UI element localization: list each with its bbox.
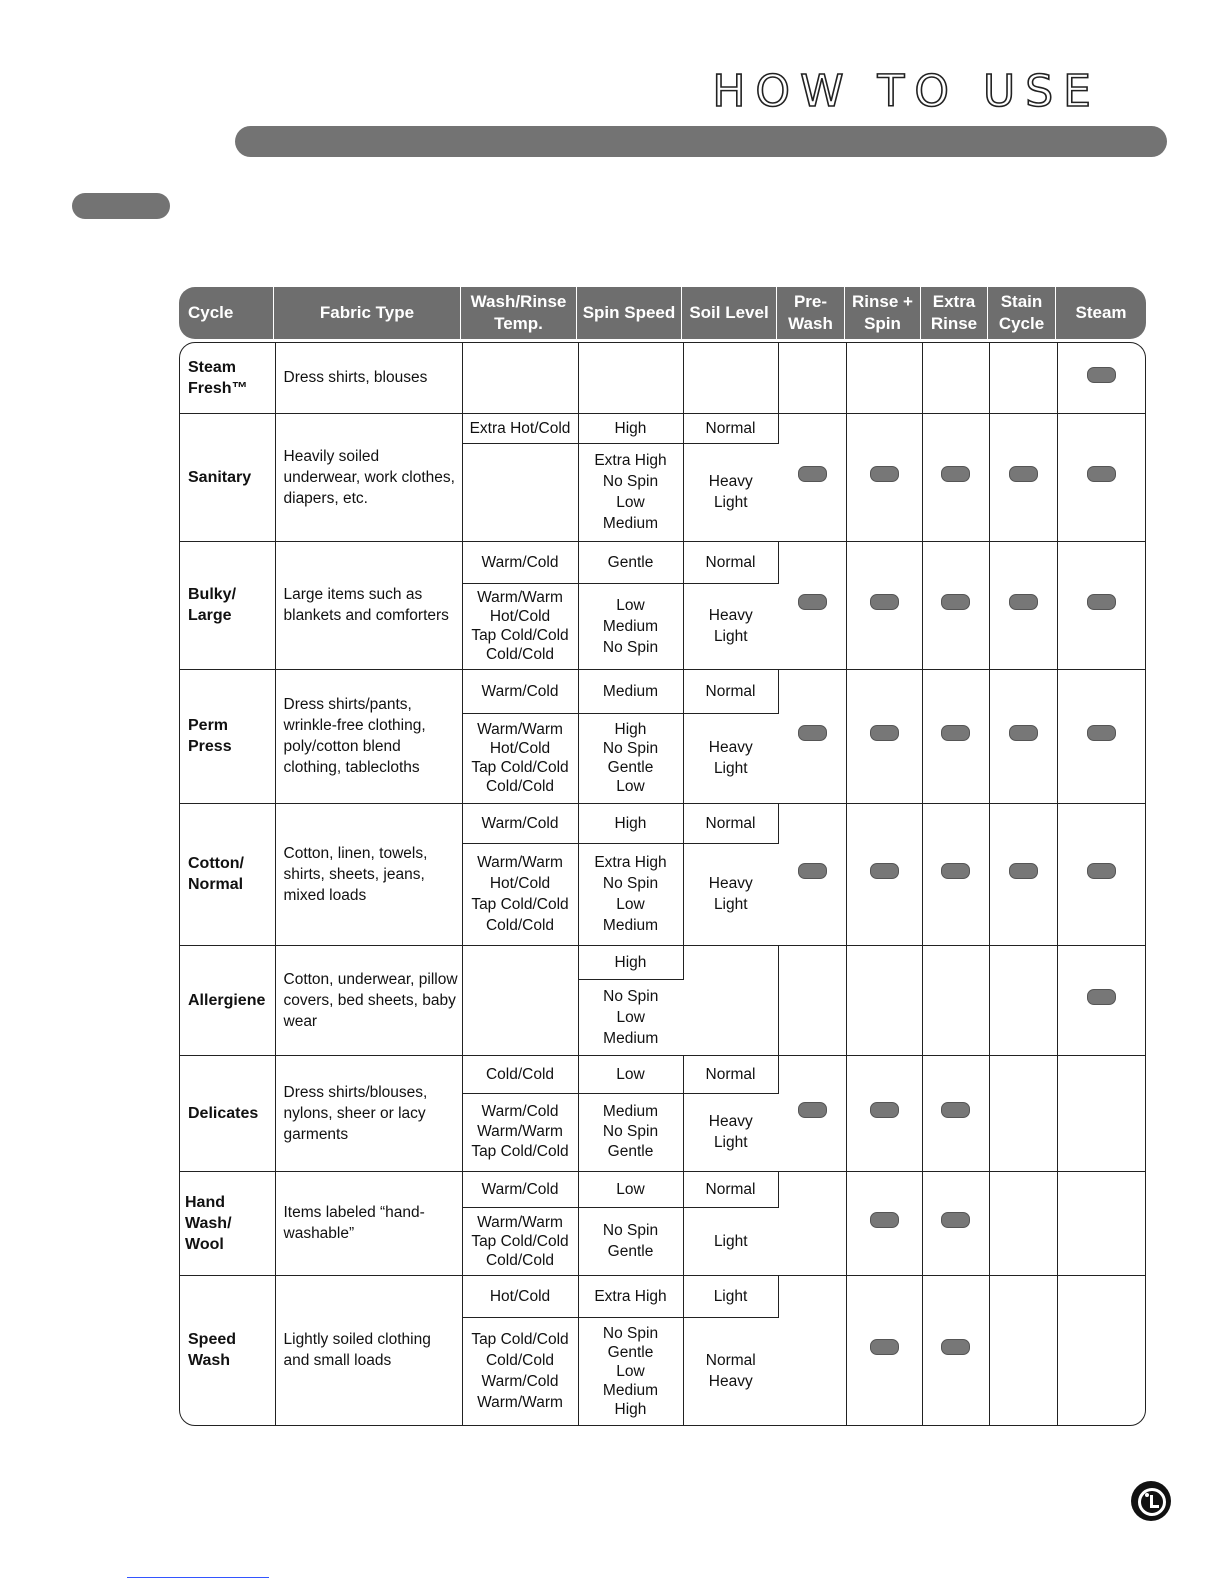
soil-default: Normal <box>683 1055 778 1093</box>
temp-options: Tap Cold/Cold Cold/Cold Warm/Cold Warm/Warm <box>462 1317 578 1425</box>
spin-options: Low Medium No Spin <box>578 583 683 669</box>
fabric-type: Dress shirts/pants, wrinkle-free clothing, poly/cotton blend clothing, tablecloths <box>275 669 462 803</box>
option-dot-icon <box>1009 594 1038 610</box>
option-dot-icon <box>1009 466 1038 482</box>
cycle-name: Speed Wash <box>180 1275 275 1425</box>
temp-options <box>462 443 578 541</box>
option-dot-icon <box>870 1212 899 1228</box>
cycle-name: Hand Wash/ Wool <box>180 1171 275 1275</box>
option-dot-icon <box>941 1339 970 1355</box>
option-dot-icon <box>870 1102 899 1118</box>
table-row <box>180 541 1145 583</box>
cycle-name: Cotton/ Normal <box>180 803 275 945</box>
soil-default: Normal <box>683 413 778 443</box>
fabric-type: Cotton, underwear, pillow covers, bed sheets, baby wear <box>275 945 462 1055</box>
option-dot-icon <box>1009 725 1038 741</box>
fabric-type: Cotton, linen, towels, shirts, sheets, jeans, mixed loads <box>275 803 462 945</box>
table-row <box>180 669 1145 713</box>
fabric-type: Lightly soiled clothing and small loads <box>275 1275 462 1425</box>
header-fabric-type: Fabric Type <box>274 287 461 339</box>
fabric-type: Large items such as blankets and comforters <box>275 541 462 669</box>
table-row <box>180 343 1145 413</box>
option-dot-icon <box>798 863 827 879</box>
soil-options: Normal Heavy <box>705 1352 756 1391</box>
header-bar <box>235 126 1167 157</box>
header-spin-speed: Spin Speed <box>577 287 682 339</box>
temp-options: Warm/Warm Hot/Cold Tap Cold/Cold Cold/Cold <box>462 583 578 669</box>
soil-default: Normal <box>683 803 778 843</box>
temp-options: Warm/Cold Warm/Warm Tap Cold/Cold <box>462 1093 578 1171</box>
option-dot-icon <box>1087 594 1116 610</box>
option-dot-icon <box>1009 863 1038 879</box>
temp-default: Extra Hot/Cold <box>462 413 578 443</box>
option-dot-icon <box>941 1102 970 1118</box>
cycle-name: Delicates <box>180 1055 275 1171</box>
page-title: HOW TO USE <box>712 66 1101 117</box>
option-dot-icon <box>941 466 970 482</box>
header-stain-cycle: Stain Cycle <box>988 287 1056 339</box>
temp-options: Warm/Warm Tap Cold/Cold Cold/Cold <box>462 1207 578 1275</box>
spin-options: No Spin Gentle Low Medium High <box>578 1317 683 1425</box>
table-row <box>180 945 1145 979</box>
spin-options: High No Spin Gentle Low <box>578 713 683 803</box>
header-cycle: Cycle <box>179 287 274 339</box>
table-row <box>180 1275 1145 1317</box>
spin-default: Gentle <box>578 541 683 583</box>
cycle-name: Allergiene <box>180 945 275 1055</box>
soil-options: Light <box>683 1207 778 1275</box>
header-soil-level: Soil Level <box>682 287 777 339</box>
option-dot-icon <box>870 1339 899 1355</box>
cycle-name: Perm Press <box>180 669 275 803</box>
option-dot-icon <box>798 1102 827 1118</box>
temp-default: Warm/Cold <box>462 1171 578 1207</box>
option-dot-icon <box>941 863 970 879</box>
soil-options: Heavy Light <box>683 713 778 803</box>
fabric-type: Items labeled “hand-washable” <box>275 1171 462 1275</box>
cycle-name: Bulky/ Large <box>180 541 275 669</box>
cycle-name: Sanitary <box>180 413 275 541</box>
lg-logo-icon <box>1131 1481 1171 1521</box>
soil-default: Normal <box>683 669 778 713</box>
temp-options: Warm/Warm Hot/Cold Tap Cold/Cold Cold/Cold <box>462 713 578 803</box>
soil-default: Normal <box>683 541 778 583</box>
option-dot-icon <box>1087 863 1116 879</box>
table-body <box>179 342 1146 1426</box>
temp-options: Warm/Warm Hot/Cold Tap Cold/Cold Cold/Cold <box>462 843 578 945</box>
cycle-name: Steam Fresh™ <box>180 343 275 413</box>
temp-default: Cold/Cold <box>462 1055 578 1093</box>
spin-default: Medium <box>578 669 683 713</box>
table-row <box>180 803 1145 843</box>
soil-options: Heavy Light <box>683 1093 778 1171</box>
spin-default: Extra High <box>578 1275 683 1317</box>
option-dot-icon <box>941 1212 970 1228</box>
soil-options: Heavy Light <box>683 843 778 945</box>
option-dot-icon <box>941 594 970 610</box>
spin-default: High <box>578 945 683 979</box>
option-dot-icon <box>1087 367 1116 383</box>
cycle-table <box>179 287 1146 1426</box>
header-extra-rinse: Extra Rinse <box>921 287 988 339</box>
spin-options: Extra High No Spin Low Medium <box>578 443 683 541</box>
section-pill <box>72 193 170 219</box>
option-dot-icon <box>1087 725 1116 741</box>
header-wash-rinse-temp: Wash/Rinse Temp. <box>461 287 577 339</box>
fabric-type: Dress shirts, blouses <box>275 343 462 413</box>
option-dot-icon <box>870 725 899 741</box>
spin-default: High <box>578 803 683 843</box>
fabric-type: Dress shirts/blouses, nylons, sheer or lacy garments <box>275 1055 462 1171</box>
temp-default: Warm/Cold <box>462 541 578 583</box>
table-row <box>180 1171 1145 1207</box>
spin-default: Low <box>578 1171 683 1207</box>
footer-link-underline <box>127 1577 269 1578</box>
soil-options: Heavy Light <box>683 443 778 541</box>
spin-options: Extra High No Spin Low Medium <box>578 843 683 945</box>
table-header <box>179 287 1146 339</box>
option-dot-icon <box>870 466 899 482</box>
spin-default: High <box>578 413 683 443</box>
header-steam: Steam <box>1075 303 1127 322</box>
option-dot-icon <box>870 594 899 610</box>
table-row <box>180 413 1145 443</box>
temp-default: Hot/Cold <box>462 1275 578 1317</box>
temp-default: Warm/Cold <box>462 803 578 843</box>
fabric-type: Heavily soiled underwear, work clothes, diapers, etc. <box>275 413 462 541</box>
temp-default: Warm/Cold <box>462 669 578 713</box>
option-dot-icon <box>941 725 970 741</box>
table-row <box>180 1055 1145 1093</box>
option-dot-icon <box>870 863 899 879</box>
spin-options: No Spin Low Medium <box>578 979 683 1055</box>
spin-options: No Spin Gentle <box>578 1207 683 1275</box>
header-rinse-spin: Rinse + Spin <box>845 287 921 339</box>
option-dot-icon <box>798 725 827 741</box>
spin-default: Low <box>578 1055 683 1093</box>
soil-default: Normal <box>683 1171 778 1207</box>
spin-options: Medium No Spin Gentle <box>578 1093 683 1171</box>
soil-options: Heavy Light <box>683 583 778 669</box>
option-dot-icon <box>1087 466 1116 482</box>
option-dot-icon <box>798 466 827 482</box>
header-pre-wash: Pre- Wash <box>777 287 845 339</box>
soil-default: Light <box>683 1275 778 1317</box>
option-dot-icon <box>798 594 827 610</box>
option-dot-icon <box>1087 989 1116 1005</box>
